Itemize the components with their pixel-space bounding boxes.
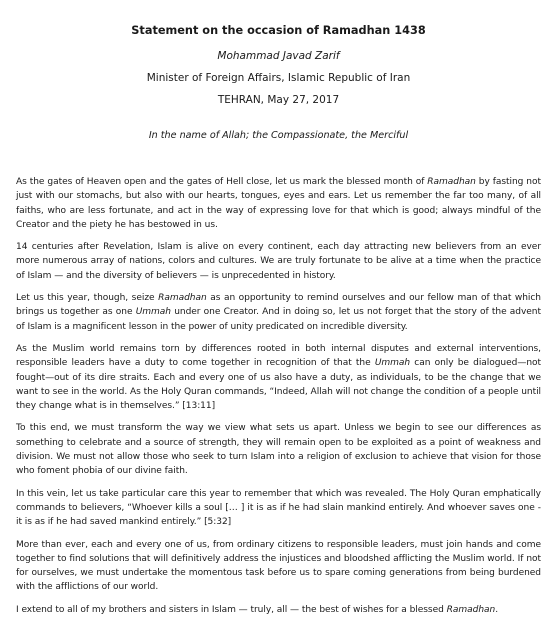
paragraph-text: as an opportunity to remind ourselves and our fellow man of that which brings us together as one [16, 293, 541, 318]
ramadhan-term: Ramadhan [446, 604, 496, 615]
paragraph-text: As the Muslim world remains torn by differences rooted in both internal disputes and external interventions, responsible leaders have a duty to come together in recognition of that the [16, 343, 541, 369]
paragraph-6: In this vein, let us take particular care this year to remember that which was revealed. The Holy Quran emphatically commands to believers, “Whoever kills a soul [… ] it is as if he had slain mankind entirely. And whoever saves one - it is as if he had saved mankind entirely.” [5:32] [16, 488, 541, 528]
author-role: Minister of Foreign Affairs, Islamic Republic of Iran [146, 72, 411, 84]
paragraph-5: To this end, we must transform the way we view what sets us apart. Unless we begin to see our differences as something to celebrate and a source of strength, they will remain open to be exploited as a point of weakness and division. We must not allow those who seek to turn Islam into a religion of exclusion to achieve that vision for those who foment phobia of our divine faith. [16, 423, 541, 477]
paragraph-text: As the gates of Heaven open and the gates of Hell close, let us mark the blessed month of [16, 177, 428, 187]
paragraph-text: under one Creator. And in doing so, let us not forget that the story of the advent of Islam is a magnificent lesson in the power of unity predicated on incredible diversity. [16, 307, 541, 332]
paragraph-8 [16, 603, 541, 617]
paragraph-text: by fasting not just with our stomachs, but also with our hearts, tongues, eyes and ears. Let us remember the far too many, of all faiths, who are less fortunate, and act in the way of expressing love for that which is good; always mindful of the Creator and the piety he has bestowed in us. [16, 177, 541, 230]
paragraph-text: Let us this year, though, seize [16, 293, 159, 304]
invocation: In the name of Allah; the Compassionate, the Merciful [148, 130, 409, 141]
paragraph-4 [16, 342, 541, 413]
paragraph-text: I extend to all of my brothers and sisters in Islam — truly, all — the best of wishes for a blessed [16, 604, 447, 615]
ramadhan-term: Ramadhan [158, 293, 207, 304]
paragraph-7: More than ever, each and every one of us, from ordinary citizens to responsible leaders, must join hands and come together to find solutions that will definitively address the injustices and bloodshed afflicting the Muslim world. If not for ourselves, we must undertake the momentous task before us to spare coming generations from being burdened with the afflictions of our world. [16, 539, 541, 593]
paragraph-1 [16, 175, 541, 232]
ramadhan-term: Ramadhan [427, 177, 476, 187]
place-and-date: TEHRAN, May 27, 2017 [217, 94, 340, 106]
author-name: Mohammad Javad Zarif [217, 50, 340, 62]
ummah-term: Ummah [135, 307, 171, 318]
ummah-term: Ummah [374, 358, 411, 369]
paragraph-2: 14 centuries after Revelation, Islam is alive on every continent, each day attracting new believers from an ever more numerous array of nations, colors and cultures. We are truly fortunate to be alive at a time when the practice of Islam — and the diversity of believers — is unprecedented in history. [16, 242, 541, 281]
paragraph-3 [16, 291, 541, 334]
paragraph-text: can only be dialogued—not fought—out of its dire straits. Each and every one of us also have a duty, as individuals, to be the change that we want to see in the world. As the Holy Quran commands, “Indeed, Allah will not change the condition of a people until they change what is in themselves.” [13:11] [16, 358, 541, 412]
document-title: Statement on the occasion of Ramadhan 1438 [131, 24, 426, 37]
statement-body [16, 175, 541, 617]
paragraph-text: . [495, 604, 499, 615]
